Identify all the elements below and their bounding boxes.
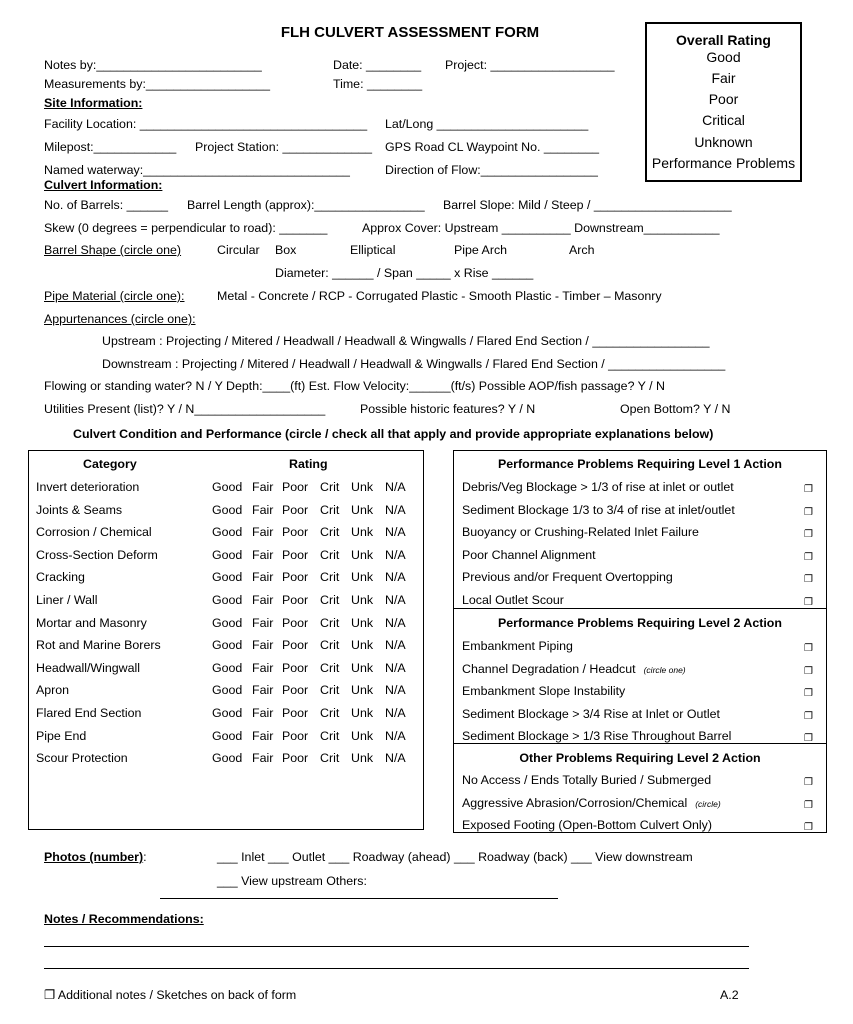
approx-cover-field[interactable]: Approx Cover: Upstream __________ Downstream___________ — [362, 221, 720, 235]
overall-rating-heading: Overall Rating — [676, 32, 771, 48]
condition-category: Scour Protection — [36, 751, 128, 766]
performance-item — [462, 593, 564, 608]
dimensions-field[interactable]: Diameter: ______ / Span _____ x Rise ______ — [275, 266, 534, 280]
rating-option[interactable]: Good — [212, 728, 243, 743]
level1-heading: Performance Problems Requiring Level 1 Action — [498, 457, 782, 471]
rating-fair[interactable]: Fair — [711, 70, 736, 86]
rating-option[interactable]: N/A — [385, 593, 406, 607]
form-title: FLH CULVERT ASSESSMENT FORM — [280, 24, 540, 41]
rating-option[interactable]: Fair — [252, 502, 274, 517]
performance-item-label: Channel Degradation / Headcut — [462, 661, 636, 676]
additional-notes-checkbox[interactable]: ❐ Additional notes / Sketches on back of form — [44, 988, 297, 1002]
condition-category: Cross-Section Deform — [36, 547, 158, 562]
rating-option[interactable]: Good — [212, 751, 243, 766]
rating-option[interactable]: Good — [212, 547, 243, 562]
performance-item — [462, 818, 712, 833]
performance-item-label: Exposed Footing (Open-Bottom Culvert Only) — [462, 818, 712, 833]
rating-option[interactable]: Poor — [282, 502, 309, 517]
rating-option[interactable]: Unk — [351, 660, 374, 675]
overall-rating-box — [645, 22, 802, 182]
rating-option[interactable]: N/A — [385, 638, 406, 653]
shape-circular[interactable]: Circular — [217, 243, 260, 257]
rating-option[interactable]: Good — [212, 638, 243, 653]
performance-item-label: Debris/Veg Blockage > 1/3 of rise at inlet or outlet — [462, 480, 734, 494]
photos-label-wrap — [44, 850, 147, 865]
notes-heading: Notes / Recommendations: — [44, 912, 204, 926]
rating-option[interactable]: Crit — [320, 706, 340, 720]
rating-option[interactable]: N/A — [385, 751, 406, 766]
rating-option[interactable]: Unk — [351, 502, 374, 517]
performance-item-label: Poor Channel Alignment — [462, 547, 596, 562]
checkbox-icon[interactable]: ❐ — [804, 506, 813, 518]
performance-item — [462, 662, 686, 678]
measurements-by-field[interactable]: Measurements by:__________________ — [44, 77, 270, 91]
performance-item — [462, 684, 625, 699]
notes-line[interactable] — [44, 968, 749, 969]
rating-option[interactable]: Good — [212, 570, 243, 585]
condition-table — [28, 450, 424, 830]
checkbox-icon[interactable]: ❐ — [804, 665, 813, 677]
named-waterway-field[interactable]: Named waterway:______________________________ — [44, 163, 350, 177]
rating-option[interactable]: Fair — [252, 638, 274, 653]
shape-elliptical[interactable]: Elliptical — [350, 243, 396, 257]
rating-option[interactable]: Unk — [351, 593, 374, 607]
lat-long-field[interactable]: Lat/Long ______________________ — [385, 117, 589, 131]
circle-note: (circle) — [695, 798, 721, 809]
rating-option[interactable]: Poor — [282, 751, 309, 766]
performance-item — [462, 480, 734, 495]
checkbox-icon[interactable]: ❐ — [804, 574, 813, 586]
rating-unknown[interactable]: Unknown — [694, 134, 753, 150]
notes-line[interactable] — [44, 946, 749, 947]
gps-waypoint-field[interactable]: GPS Road CL Waypoint No. ________ — [385, 140, 599, 154]
rating-option[interactable]: Poor — [282, 615, 309, 630]
rating-option[interactable]: Unk — [351, 547, 374, 562]
rating-option[interactable]: Good — [212, 683, 243, 698]
checkbox-icon[interactable]: ❐ — [804, 822, 813, 834]
rating-header: Rating — [289, 457, 328, 471]
checkbox-icon[interactable]: ❐ — [804, 597, 813, 608]
photos-label: Photos (number) — [44, 850, 144, 864]
checkbox-icon[interactable]: ❐ — [804, 777, 813, 788]
performance-item-label: Aggressive Abrasion/Corrosion/Chemical — [462, 795, 688, 810]
flowing-water-line[interactable]: Flowing or standing water? N / Y Depth:____(ft) Est. Flow Velocity:______(ft/s) Possible AOP/fish passage? Y / N — [44, 379, 666, 393]
performance-item — [462, 707, 720, 722]
rating-good[interactable]: Good — [706, 49, 741, 65]
rating-option[interactable]: Crit — [320, 593, 340, 607]
rating-option[interactable]: Crit — [320, 660, 340, 675]
rating-option[interactable]: Unk — [351, 638, 374, 653]
shape-box[interactable]: Box — [275, 243, 297, 257]
rating-option[interactable]: Fair — [252, 660, 274, 675]
checkbox-icon[interactable]: ❐ — [804, 688, 813, 700]
culvert-info-heading: Culvert Information: — [44, 178, 163, 192]
utilities-field[interactable]: Utilities Present (list)? Y / N___________________ — [44, 402, 326, 416]
rating-option[interactable]: Poor — [282, 593, 309, 607]
condition-category: Headwall/Wingwall — [36, 660, 140, 675]
performance-item-label: Embankment Piping — [462, 639, 573, 653]
rating-option[interactable]: Fair — [252, 615, 274, 630]
condition-category: Liner / Wall — [36, 593, 98, 607]
rating-option[interactable]: Fair — [252, 547, 274, 562]
rating-critical[interactable]: Critical — [702, 112, 745, 128]
rating-option[interactable]: Unk — [351, 615, 374, 630]
number-of-barrels-field[interactable]: No. of Barrels: ______ — [44, 198, 168, 212]
rating-option[interactable]: Good — [212, 593, 243, 607]
shape-pipe-arch[interactable]: Pipe Arch — [454, 243, 508, 257]
rating-option[interactable]: Crit — [320, 570, 340, 585]
condition-category: Joints & Seams — [36, 502, 123, 517]
condition-heading: Culvert Condition and Performance (circle / check all that apply and provide appropriate explanations below) — [73, 427, 714, 441]
condition-category: Corrosion / Chemical — [36, 525, 152, 540]
rating-option[interactable]: Unk — [351, 570, 374, 585]
checkbox-icon[interactable]: ❐ — [804, 529, 813, 541]
performance-item-label: Local Outlet Scour — [462, 593, 564, 607]
performance-item — [462, 548, 596, 563]
rating-option[interactable]: Crit — [320, 728, 340, 743]
rating-option[interactable]: Fair — [252, 480, 274, 494]
divider — [454, 608, 826, 609]
performance-item-label: Sediment Blockage > 3/4 Rise at Inlet or Outlet — [462, 706, 720, 721]
direction-of-flow-field[interactable]: Direction of Flow:_________________ — [385, 163, 598, 177]
rating-option[interactable]: Crit — [320, 547, 340, 562]
condition-category: Rot and Marine Borers — [36, 638, 161, 653]
appurtenances-label: Appurtenances (circle one): — [44, 312, 196, 326]
barrel-length-field[interactable]: Barrel Length (approx):________________ — [187, 198, 425, 212]
skew-field[interactable]: Skew (0 degrees = perpendicular to road): _______ — [44, 221, 328, 235]
rating-option[interactable]: Poor — [282, 728, 309, 743]
condition-category: Pipe End — [36, 728, 87, 743]
milepost-field[interactable]: Milepost:____________ — [44, 140, 177, 154]
rating-option[interactable]: Good — [212, 480, 243, 494]
rating-option[interactable]: Poor — [282, 547, 309, 562]
checkbox-icon[interactable]: ❐ — [804, 799, 813, 811]
other-heading: Other Problems Requiring Level 2 Action — [519, 751, 761, 765]
rating-option[interactable]: Unk — [351, 728, 374, 743]
checkbox-icon[interactable]: ❐ — [804, 484, 813, 495]
rating-option[interactable]: N/A — [385, 480, 406, 494]
rating-poor[interactable]: Poor — [708, 91, 739, 107]
date-field[interactable]: Date: ________ — [333, 58, 422, 72]
rating-option[interactable]: Good — [212, 525, 243, 540]
level2-heading: Performance Problems Requiring Level 2 Action — [498, 616, 782, 630]
rating-option[interactable]: Good — [212, 706, 243, 720]
rating-option[interactable]: Good — [212, 502, 243, 517]
checkbox-icon[interactable]: ❐ — [804, 710, 813, 722]
project-station-field[interactable]: Project Station: _____________ — [195, 140, 373, 154]
performance-item-label: No Access / Ends Totally Buried / Submerged — [462, 773, 712, 787]
rating-option[interactable]: Poor — [282, 570, 309, 585]
rating-option[interactable]: N/A — [385, 502, 406, 517]
rating-option[interactable]: N/A — [385, 615, 406, 630]
circle-note: (circle one) — [643, 664, 686, 675]
pipe-material-options[interactable]: Metal - Concrete / RCP - Corrugated Plastic - Smooth Plastic - Timber – Masonry — [217, 289, 662, 303]
condition-category: Cracking — [36, 570, 85, 585]
performance-item-label: Sediment Blockage > 1/3 Rise Throughout Barrel — [462, 729, 732, 744]
rating-option[interactable]: Good — [212, 660, 243, 675]
condition-category: Apron — [36, 683, 70, 698]
rating-option[interactable]: N/A — [385, 547, 406, 562]
rating-option[interactable]: Crit — [320, 683, 340, 698]
time-field[interactable]: Time: ________ — [333, 77, 423, 91]
performance-item — [462, 796, 721, 812]
pipe-material-label: Pipe Material (circle one): — [44, 289, 185, 303]
rating-option[interactable]: Fair — [252, 593, 274, 607]
notes-by-field[interactable]: Notes by:________________________ — [44, 58, 262, 72]
rating-option[interactable]: Fair — [252, 706, 274, 720]
open-bottom-field[interactable]: Open Bottom? Y / N — [620, 402, 731, 416]
performance-item-label: Sediment Blockage 1/3 to 3/4 of rise at inlet/outlet — [462, 502, 735, 517]
shape-arch[interactable]: Arch — [569, 243, 595, 257]
performance-item — [462, 525, 699, 540]
rating-option[interactable]: Fair — [252, 525, 274, 540]
rating-option[interactable]: Poor — [282, 480, 309, 494]
performance-item-label: Embankment Slope Instability — [462, 684, 626, 699]
rating-option[interactable]: N/A — [385, 525, 406, 540]
others-line[interactable] — [160, 898, 558, 899]
upstream-appurtenances[interactable]: Upstream : Projecting / Mitered / Headwall / Headwall & Wingwalls / Flared End Section / _________________ — [102, 334, 710, 348]
rating-option[interactable]: Crit — [320, 502, 340, 517]
barrel-shape-label: Barrel Shape (circle one) — [44, 243, 182, 257]
rating-option[interactable]: Good — [212, 615, 243, 630]
rating-option[interactable]: Poor — [282, 683, 309, 698]
site-info-heading: Site Information: — [44, 96, 143, 110]
performance-item — [462, 639, 573, 654]
rating-option[interactable]: Unk — [351, 706, 374, 720]
performance-item-label: Previous and/or Frequent Overtopping — [462, 570, 673, 585]
rating-option[interactable]: Fair — [252, 728, 274, 743]
performance-problems-table — [453, 450, 827, 833]
condition-category: Flared End Section — [36, 706, 142, 720]
historic-features-field[interactable]: Possible historic features? Y / N — [360, 402, 536, 416]
performance-item-label: Buoyancy or Crushing-Related Inlet Failure — [462, 525, 699, 540]
rating-performance-problems[interactable]: Performance Problems — [651, 155, 796, 171]
rating-option[interactable]: Poor — [282, 525, 309, 540]
checkbox-icon[interactable]: ❐ — [804, 551, 813, 563]
rating-option[interactable]: Unk — [351, 751, 374, 766]
rating-option[interactable]: Crit — [320, 615, 340, 630]
photos-colon: : — [143, 850, 147, 864]
rating-option[interactable]: Poor — [282, 706, 309, 720]
rating-option[interactable]: Crit — [320, 525, 340, 540]
rating-option[interactable]: Crit — [320, 751, 340, 766]
condition-category: Mortar and Masonry — [36, 615, 147, 630]
project-field[interactable]: Project: __________________ — [445, 58, 615, 72]
rating-option[interactable]: N/A — [385, 683, 406, 698]
performance-item — [462, 570, 673, 585]
page-number: A.2 — [720, 988, 739, 1002]
rating-option[interactable]: Unk — [351, 525, 374, 540]
rating-option[interactable]: N/A — [385, 728, 406, 743]
rating-option[interactable]: Fair — [252, 751, 274, 766]
photos-line-2[interactable]: ___ View upstream Others: — [217, 874, 367, 888]
category-header: Category — [83, 457, 137, 471]
rating-option[interactable]: Unk — [351, 683, 374, 698]
checkbox-icon[interactable]: ❐ — [804, 643, 813, 654]
rating-option[interactable]: Fair — [252, 683, 274, 698]
barrel-slope-field[interactable]: Barrel Slope: Mild / Steep / ____________________ — [443, 198, 732, 212]
rating-option[interactable]: Crit — [320, 480, 340, 494]
downstream-appurtenances[interactable]: Downstream : Projecting / Mitered / Headwall / Headwall & Wingwalls / Flared End Section / _________________ — [102, 357, 726, 371]
rating-option[interactable]: Crit — [320, 638, 340, 653]
checkbox-icon[interactable]: ❐ — [804, 733, 813, 745]
rating-option[interactable]: N/A — [385, 570, 406, 585]
rating-option[interactable]: Poor — [282, 638, 309, 653]
facility-location-field[interactable]: Facility Location: _________________________________ — [44, 117, 368, 131]
performance-item — [462, 503, 735, 518]
divider — [454, 743, 826, 744]
performance-item — [462, 773, 711, 788]
rating-option[interactable]: Fair — [252, 570, 274, 585]
rating-option[interactable]: N/A — [385, 660, 406, 675]
photos-line-1[interactable]: ___ Inlet ___ Outlet ___ Roadway (ahead) ___ Roadway (back) ___ View downstream — [217, 850, 693, 864]
rating-option[interactable]: Poor — [282, 660, 309, 675]
rating-option[interactable]: N/A — [385, 706, 406, 720]
condition-category: Invert deterioration — [36, 480, 140, 494]
rating-option[interactable]: Unk — [351, 480, 374, 494]
